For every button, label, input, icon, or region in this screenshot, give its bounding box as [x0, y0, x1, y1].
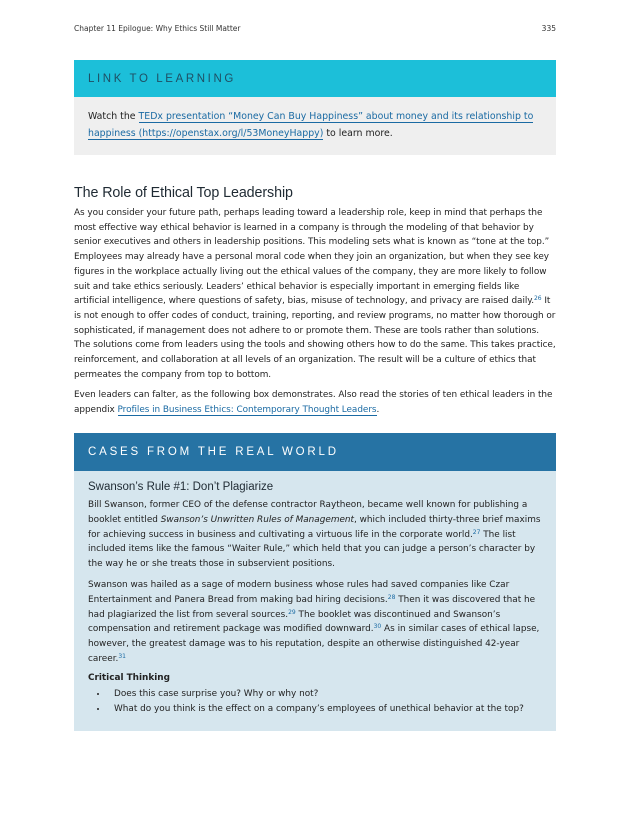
cases-from-real-world-box — [74, 433, 556, 731]
page-number: 335 — [541, 24, 556, 33]
paragraph-text: It is not enough to offer codes of conduct, training, reporting, and review programs, no matter how thorough or sophisticated, if management does not adhere to or promote them. These are tools rather than solutions. The solutions come from leaders using the tools and showing others how to do the same. This takes practice, reinforcement, and collaboration at all levels of an organization. The result will be a culture of ethics that permeates the company from top to bottom. — [74, 296, 556, 380]
paragraph-text: The list included items like the famous “Waiter Rule,” which held that you can judge a person’s character by the way he or she treats those in subservient positions. — [88, 529, 536, 570]
tedx-link[interactable]: TEDx presentation “Money Can Buy Happiness” about money and its relationship to happiness (https://openstax.org/l/53MoneyHappy) — [88, 111, 534, 139]
page-header — [74, 24, 556, 33]
critical-thinking-list — [88, 687, 542, 717]
footnote-30[interactable]: 30 — [373, 623, 382, 631]
case-subtitle: Swanson’s Rule #1: Don’t Plagiarize — [88, 481, 274, 493]
section-paragraph-2 — [74, 388, 556, 417]
list-item: • What do you think is the effect on a company’s employees of unethical behavior at the top? — [108, 702, 542, 717]
footnote-31[interactable]: 31 — [118, 652, 126, 660]
ethical-leadership-section — [74, 185, 556, 418]
appendix-link[interactable]: Profiles in Business Ethics: Contemporary Thought Leaders — [117, 405, 377, 416]
chapter-title: Chapter 11 Epilogue: Why Ethics Still Matter — [74, 24, 241, 33]
cases-box-body — [74, 471, 556, 731]
footnote-29[interactable]: 29 — [288, 608, 296, 616]
footnote-28[interactable]: 28 — [387, 593, 396, 601]
link-text-before: Watch the — [88, 111, 139, 122]
case-paragraph-2 — [88, 578, 542, 667]
critical-thinking-heading: Critical Thinking — [88, 672, 170, 683]
cases-box-title: CASES FROM THE REAL WORLD — [74, 433, 556, 471]
paragraph-text: Bill Swanson, former CEO of the defense contractor Raytheon, became well known for publishing a booklet entitled — [88, 500, 528, 525]
case-paragraph-1 — [88, 498, 542, 572]
paragraph-text: As in similar cases of ethical lapse, however, the greatest damage was to his reputation, despite an otherwise distinguished 42-year career. — [88, 624, 540, 664]
paragraph-text: Even leaders can falter, as the following box demonstrates. Also read the stories of ten ethical leaders in the appendix — [74, 390, 553, 416]
link-text-after: to learn more. — [323, 127, 393, 139]
link-to-learning-title: LINK TO LEARNING — [74, 60, 556, 97]
paragraph-text: Swanson was hailed as a sage of modern business whose rules had saved companies like Czar Entertainment and Panera Bread from making bad hiring decisions. — [88, 579, 510, 605]
footnote-27[interactable]: 27 — [472, 528, 481, 536]
section-heading: The Role of Ethical Top Leadership — [74, 185, 293, 201]
link-to-learning-body — [74, 97, 556, 155]
footnote-26[interactable]: 26 — [534, 295, 542, 303]
link-to-learning-box — [74, 60, 556, 155]
paragraph-text: As you consider your future path, perhaps leading toward a leadership role, keep in mind that perhaps the most effective way ethical behavior is learned in a company is through the modeling of that behavior by senior executives and others in leadership positions. This modeling sets what is known as “tone at the top.” Employees may already have a personal moral code when they join an organization, but when they see key figures in the workplace actually living out the ethical values of the company, they are more likely to follow suit and take ethics seriously. Leaders’ ethical behavior is especially important in emerging fields like artificial intelligence, where questions of safety, bias, misuse of technology, and privacy are raised daily. — [74, 208, 550, 307]
list-item: • Does this case surprise you? Why or why not? — [108, 687, 542, 702]
paragraph-text: . — [376, 405, 380, 416]
section-paragraph-1 — [74, 206, 556, 382]
paragraph-text: The booklet was discontinued and Swanson’s compensation and retirement package was modified downward. — [88, 609, 501, 635]
booklet-title: Swanson’s Unwritten Rules of Management — [160, 514, 355, 525]
paragraph-text: Then it was discovered that he had plagiarized the list from several sources. — [88, 594, 536, 620]
paragraph-text: , which included thirty-three brief maxims for achieving success in business and cultivating a virtuous life in the corporate world. — [88, 514, 541, 540]
